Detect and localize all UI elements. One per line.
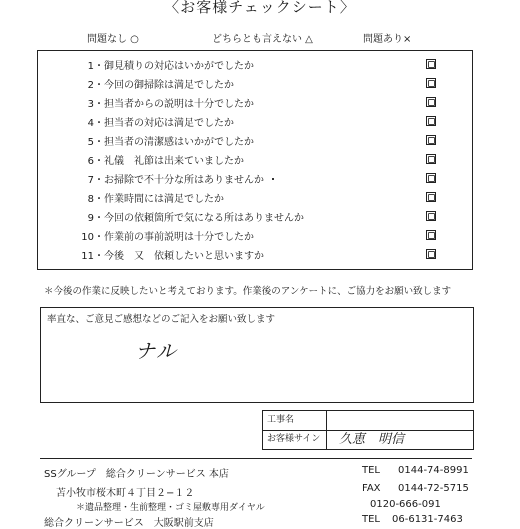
question-row: 11・今後 又 依頼したいと思いますか bbox=[81, 251, 264, 262]
question-row: 7・お掃除で不十分な所はありませんか bbox=[87, 175, 264, 186]
sheet-title: 〈お客様チェックシート〉 bbox=[164, 0, 356, 16]
branch-tel-label: TEL bbox=[362, 514, 380, 525]
legend-problem: 問題あり× bbox=[363, 34, 412, 45]
special-tel: 0120-666-091 bbox=[370, 499, 441, 510]
customer-sign-row bbox=[263, 430, 473, 449]
company-name: SSグループ 総合クリーンサービス 本店 bbox=[44, 469, 229, 480]
company-address: 苫小牧市桜木町４丁目２−１２ bbox=[56, 488, 195, 499]
question-box bbox=[37, 50, 473, 270]
checkbox-checked[interactable] bbox=[426, 154, 436, 164]
checkbox-checked[interactable] bbox=[426, 249, 436, 259]
question-row: 9・今回の依頼箇所で気になる所はありませんか bbox=[87, 213, 304, 224]
checkbox-checked[interactable] bbox=[426, 135, 436, 145]
work-name-label: 工事名 bbox=[263, 411, 327, 430]
pen-mark bbox=[272, 178, 274, 180]
handwritten-comment: ナル bbox=[135, 339, 178, 363]
question-row: 8・作業時間には満足でしたか bbox=[87, 194, 224, 205]
question-row: 2・今回の御掃除は満足でしたか bbox=[87, 80, 234, 91]
legend-neutral: どちらとも言えない △ bbox=[212, 34, 313, 45]
checkbox-checked[interactable] bbox=[426, 173, 436, 183]
checkbox-checked[interactable] bbox=[426, 211, 436, 221]
checkbox-checked[interactable] bbox=[426, 116, 436, 126]
checkbox-checked[interactable] bbox=[426, 192, 436, 202]
signature-table bbox=[262, 410, 474, 450]
fax-label: FAX bbox=[362, 483, 381, 494]
question-row: 4・担当者の対応は満足でしたか bbox=[87, 118, 234, 129]
tel-label: TEL bbox=[362, 465, 380, 476]
special-service: ＊遺品整理・生前整理・ゴミ屋敷専用ダイヤル bbox=[76, 503, 265, 513]
question-row: 6・礼儀 礼節は出来ていましたか bbox=[87, 156, 244, 167]
question-row: 3・担当者からの説明は十分でしたか bbox=[87, 99, 254, 110]
fax-number: 0144-72-5715 bbox=[398, 483, 469, 494]
footer-divider bbox=[40, 458, 472, 459]
survey-note: ＊今後の作業に反映したいと考えております。作業後のアンケートに、ご協力をお願い致します bbox=[44, 286, 452, 297]
customer-signature[interactable]: 久恵 明信 bbox=[339, 432, 405, 447]
branch-tel: 06-6131-7463 bbox=[392, 514, 463, 525]
question-row: 5・担当者の清潔感はいかがでしたか bbox=[87, 137, 254, 148]
customer-sign-label: お客様サイン bbox=[263, 430, 327, 449]
work-name-row bbox=[263, 411, 473, 431]
checkbox-checked[interactable] bbox=[426, 78, 436, 88]
question-row: 10・作業前の事前説明は十分でしたか bbox=[81, 232, 254, 243]
legend-no-problem: 問題なし ○ bbox=[87, 34, 139, 45]
tel-number: 0144-74-8991 bbox=[398, 465, 469, 476]
comment-box[interactable] bbox=[40, 307, 474, 403]
checkbox-checked[interactable] bbox=[426, 59, 436, 69]
comment-prompt: 率直な、ご意見ご感想などのご記入をお願い致します bbox=[47, 314, 276, 325]
branch-name: 総合クリーンサービス 大阪駅前支店 bbox=[44, 518, 214, 529]
question-row: 1・御見積りの対応はいかがでしたか bbox=[87, 61, 254, 72]
checkbox-checked[interactable] bbox=[426, 230, 436, 240]
checkbox-checked[interactable] bbox=[426, 97, 436, 107]
